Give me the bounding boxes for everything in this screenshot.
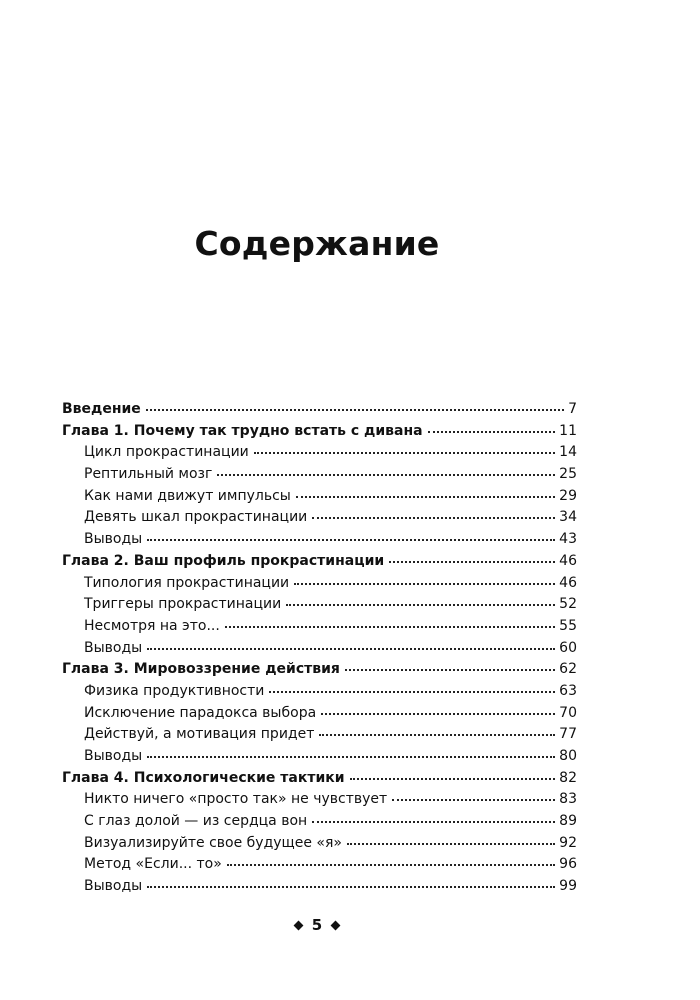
toc-entry-page: 63 bbox=[559, 682, 577, 699]
toc-section-entry bbox=[62, 529, 577, 551]
toc-section-entry bbox=[62, 464, 577, 486]
toc-entry-page: 80 bbox=[559, 748, 577, 764]
toc-section-entry bbox=[62, 442, 577, 464]
toc-entry-label: Глава 3. Мировоззрение действия bbox=[62, 661, 340, 678]
toc-entry-label: Несмотря на это... bbox=[84, 617, 220, 634]
toc-chapter-entry bbox=[62, 551, 577, 573]
dot-leader bbox=[147, 648, 555, 650]
toc-entry-label: Введение bbox=[62, 401, 141, 417]
toc-entry-page: 14 bbox=[559, 444, 577, 461]
toc-entry-label: Типология прокрастинации bbox=[84, 574, 290, 591]
dot-leader bbox=[296, 496, 555, 498]
dot-leader bbox=[254, 452, 555, 454]
dot-leader bbox=[217, 474, 555, 476]
toc-entry-label: Цикл прокрастинации bbox=[84, 444, 249, 461]
toc-section-entry bbox=[62, 486, 577, 508]
toc-entry-page: 60 bbox=[559, 639, 577, 656]
page-title: Содержание bbox=[194, 224, 440, 263]
dot-leader bbox=[225, 626, 555, 628]
toc-entry-label: Выводы bbox=[84, 639, 143, 656]
toc-section-entry bbox=[62, 507, 577, 529]
toc-entry-label: Выводы bbox=[84, 531, 143, 548]
toc-entry-page: 62 bbox=[559, 661, 577, 678]
toc-entry-label: Глава 2. Ваш профиль прокрастинации bbox=[62, 552, 385, 569]
dot-leader bbox=[347, 843, 555, 845]
dot-leader bbox=[319, 734, 555, 736]
toc-section-entry bbox=[62, 573, 577, 595]
toc-entry-page: 82 bbox=[559, 769, 577, 786]
toc-section-entry bbox=[62, 789, 577, 811]
toc-section-entry bbox=[62, 811, 577, 833]
toc-entry-label: Исключение парадокса выбора bbox=[84, 704, 317, 721]
toc-entry-page: 89 bbox=[559, 813, 577, 830]
toc-entry-label: Физика продуктивности bbox=[84, 682, 265, 699]
toc-entry-page: 77 bbox=[559, 726, 577, 743]
toc-entry-label: Визуализируйте свое будущее «я» bbox=[84, 834, 342, 851]
diamond-icon bbox=[293, 920, 303, 930]
toc-entry-label: Действуй, а мотивация придет bbox=[84, 726, 315, 743]
table-of-contents bbox=[62, 399, 577, 898]
toc-entry-label: Выводы bbox=[84, 878, 143, 895]
toc-chapter-entry bbox=[62, 768, 577, 790]
dot-leader bbox=[428, 431, 556, 433]
dot-leader bbox=[350, 778, 556, 780]
dot-leader bbox=[286, 604, 555, 606]
toc-chapter-entry bbox=[62, 399, 577, 421]
diamond-icon bbox=[331, 920, 341, 930]
page-number: 5 bbox=[311, 916, 323, 934]
dot-leader bbox=[146, 409, 564, 411]
dot-leader bbox=[321, 713, 555, 715]
toc-entry-label: С глаз долой — из сердца вон bbox=[84, 813, 308, 830]
page-footer bbox=[0, 916, 634, 934]
dot-leader bbox=[147, 756, 555, 758]
toc-entry-page: 99 bbox=[559, 878, 577, 895]
dot-leader bbox=[345, 669, 555, 671]
toc-section-entry bbox=[62, 746, 577, 768]
toc-entry-page: 52 bbox=[559, 596, 577, 613]
toc-entry-page: 7 bbox=[568, 401, 577, 417]
dot-leader bbox=[227, 864, 555, 866]
toc-entry-page: 46 bbox=[559, 574, 577, 591]
toc-entry-label: Как нами движут импульсы bbox=[84, 487, 291, 504]
dot-leader bbox=[147, 539, 555, 541]
dot-leader bbox=[147, 886, 555, 888]
toc-section-entry bbox=[62, 703, 577, 725]
toc-section-entry bbox=[62, 616, 577, 638]
toc-section-entry bbox=[62, 638, 577, 660]
toc-section-entry bbox=[62, 724, 577, 746]
toc-entry-page: 43 bbox=[559, 531, 577, 548]
dot-leader bbox=[294, 583, 555, 585]
toc-chapter-entry bbox=[62, 659, 577, 681]
toc-entry-label: Никто ничего «просто так» не чувствует bbox=[84, 791, 388, 808]
toc-section-entry bbox=[62, 681, 577, 703]
toc-section-entry bbox=[62, 833, 577, 855]
dot-leader bbox=[392, 799, 555, 801]
toc-entry-page: 92 bbox=[559, 834, 577, 851]
dot-leader bbox=[312, 821, 555, 823]
toc-section-entry bbox=[62, 854, 577, 876]
toc-entry-page: 34 bbox=[559, 509, 577, 526]
toc-entry-page: 70 bbox=[559, 704, 577, 721]
dot-leader bbox=[312, 517, 555, 519]
toc-entry-label: Выводы bbox=[84, 748, 143, 764]
toc-entry-label: Триггеры прокрастинации bbox=[84, 596, 282, 613]
toc-entry-page: 55 bbox=[559, 617, 577, 634]
toc-entry-label: Девять шкал прокрастинации bbox=[84, 509, 308, 526]
toc-entry-label: Рептильный мозг bbox=[84, 466, 213, 483]
toc-section-entry bbox=[62, 876, 577, 898]
toc-entry-page: 83 bbox=[559, 791, 577, 808]
toc-entry-page: 46 bbox=[559, 552, 577, 569]
dot-leader bbox=[269, 691, 555, 693]
toc-entry-label: Метод «Если... то» bbox=[84, 856, 222, 873]
toc-entry-label: Глава 4. Психологические тактики bbox=[62, 769, 345, 786]
toc-entry-page: 96 bbox=[559, 856, 577, 873]
dot-leader bbox=[389, 561, 555, 563]
toc-entry-page: 25 bbox=[559, 466, 577, 483]
toc-entry-page: 11 bbox=[559, 422, 577, 439]
toc-entry-label: Глава 1. Почему так трудно встать с дивана bbox=[62, 422, 423, 439]
toc-chapter-entry bbox=[62, 421, 577, 443]
toc-entry-page: 29 bbox=[559, 487, 577, 504]
toc-section-entry bbox=[62, 594, 577, 616]
